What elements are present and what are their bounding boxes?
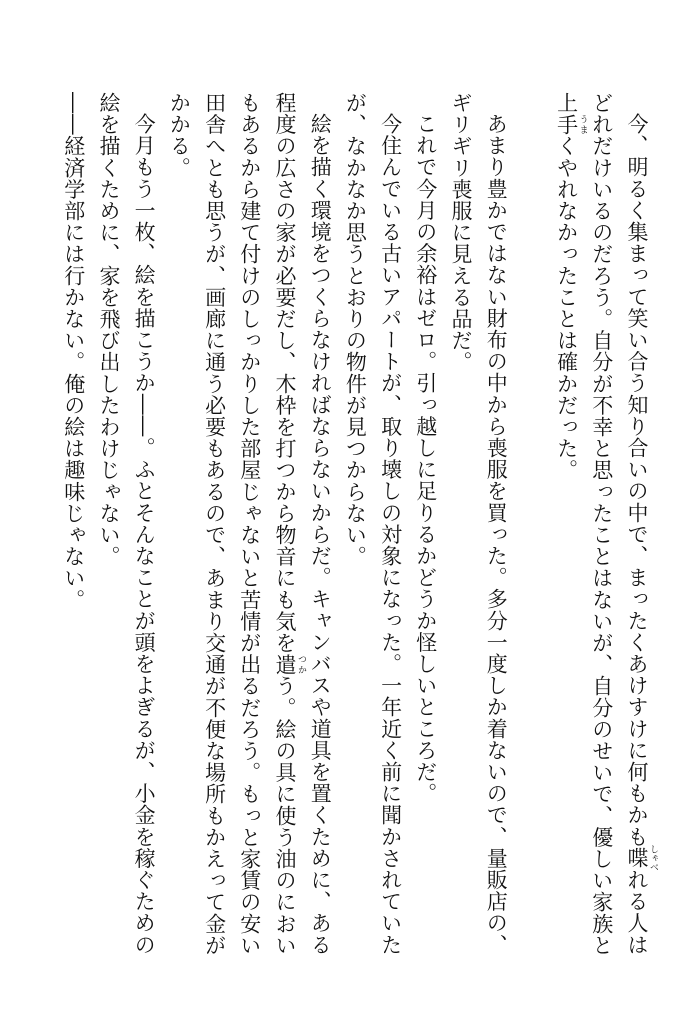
- ruby-reading-tsuka: つか: [295, 653, 306, 676]
- paragraph-3: [408, 92, 443, 972]
- p1-text-1: 今、明るく集まって笑い合う知り合いの中で、まったくあけすけに何もかも: [625, 113, 649, 848]
- vertical-text-block: [38, 92, 658, 972]
- ruby-reading-uma: うま: [577, 113, 588, 136]
- paragraph-7: [56, 92, 91, 972]
- p3-text: これで今月の余裕はゼロ。引っ越しに足りるかどうか怪しいところだ。: [413, 113, 438, 805]
- ruby-base-uma: 手: [554, 113, 579, 136]
- p5-text-2: う。絵の具に使う油のにおいもあるから建て付けのしっかりした部屋じゃないと苦情が出るだろう。もっと家賃の安い田舎へとも思うが、画廊に通う必要もあるので、あまり交通が不便な場所もかえって金がかかる。: [167, 92, 297, 957]
- paragraph-2: [443, 92, 513, 972]
- paragraph-6: [91, 92, 161, 972]
- ruby-reading-shabe: しゃべ: [648, 844, 658, 872]
- p6-text: 今月もう一枚、絵を描こうか――。ふとそんなことが頭をよぎるが、小金を稼ぐための絵を描くために、家を飛び出したわけじゃない。: [96, 92, 157, 956]
- ruby-base-shabe: 喋: [625, 844, 649, 872]
- paragraph-5: [161, 92, 337, 972]
- ruby-shabe: [625, 844, 658, 872]
- p4-text: 今住んでいる古いアパートが、取り壊しの対象になった。一年近く前に聞かされていたが、なかなか思うとおりの物件が見つからない。: [343, 92, 403, 956]
- p2-text: あまり豊かではない財布の中から喪服を買った。多分一度しか着ないので、量販店の、ギリギリ喪服に見える品だ。: [449, 92, 509, 956]
- p7-text: ――経済学部には行かない。俺の絵は趣味じゃない。: [61, 92, 86, 611]
- p5-text-1: 絵を描く環境をつくらなければならないからだ。キャンバスや道具を置くために、ある程度の広さの家が必要だし、木枠を打つから物音にも気を: [272, 92, 333, 956]
- ruby-base-tsuka: 遣: [272, 653, 297, 676]
- ruby-tsuka: [272, 653, 306, 676]
- scene-break: [513, 92, 548, 972]
- ruby-uma: [554, 113, 588, 136]
- p1-text-2: れる人はどれだけいるのだろう。自分が不幸と思ったことはないが、自分のせいで、優しい家族と上: [554, 92, 649, 956]
- paragraph-4: [337, 92, 407, 972]
- paragraph-1: [548, 92, 658, 972]
- p1-text-3: くやれなかったことは確かだった。: [554, 135, 579, 481]
